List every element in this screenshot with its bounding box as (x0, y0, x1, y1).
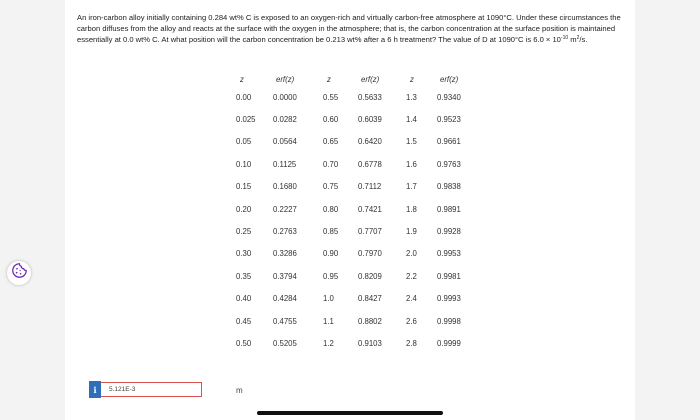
erf-value-cell: 0.5205 (273, 338, 297, 348)
erf-table-header: erf(z) (361, 74, 380, 84)
erf-value-cell: 0.4284 (273, 294, 297, 304)
table-row (236, 310, 480, 332)
erf-value-cell: 0.9103 (358, 338, 382, 348)
erf-value-cell: 0.8209 (358, 271, 382, 281)
z-value-cell: 0.30 (236, 249, 252, 259)
table-row (236, 332, 480, 354)
erf-value-cell: 0.9523 (437, 115, 461, 125)
erf-value-cell: 0.9340 (437, 92, 461, 102)
question-unit-exponent: 2 (576, 35, 580, 41)
erf-value-cell: 0.7707 (358, 227, 382, 237)
z-value-cell: 0.65 (323, 137, 339, 147)
z-value-cell: 0.55 (323, 92, 339, 102)
z-value-cell: 2.6 (406, 316, 417, 326)
z-value-cell: 0.95 (323, 271, 339, 281)
info-label: i (93, 384, 97, 395)
question-exponent: -10 (560, 35, 569, 41)
erf-value-cell: 0.6039 (358, 115, 382, 125)
erf-value-cell: 0.4755 (273, 316, 297, 326)
erf-value-cell: 0.8427 (358, 294, 382, 304)
home-indicator (257, 411, 443, 415)
erf-value-cell: 0.9763 (437, 159, 461, 169)
erf-value-cell: 0.6778 (358, 159, 382, 169)
erf-value-cell: 0.3794 (273, 271, 297, 281)
erf-table-header: z (410, 74, 414, 84)
table-row (236, 176, 480, 198)
erf-value-cell: 0.2763 (273, 227, 297, 237)
erf-value-cell: 0.9838 (437, 182, 461, 192)
z-value-cell: 0.05 (236, 137, 252, 147)
z-value-cell: 1.1 (323, 316, 334, 326)
z-value-cell: 1.9 (406, 227, 417, 237)
answer-input[interactable] (101, 382, 202, 397)
erf-value-cell: 0.1680 (273, 182, 297, 192)
z-value-cell: 0.40 (236, 294, 252, 304)
question-page (65, 0, 635, 420)
question-text-part3: /s. (579, 35, 588, 44)
z-value-cell: 0.025 (236, 115, 256, 125)
z-value-cell: 0.90 (323, 249, 339, 259)
erf-table (236, 72, 480, 355)
table-row (236, 288, 480, 310)
z-value-cell: 1.8 (406, 204, 417, 214)
erf-value-cell: 0.9981 (437, 271, 461, 281)
erf-value-cell: 0.3286 (273, 249, 297, 259)
z-value-cell: 1.2 (323, 338, 334, 348)
z-value-cell: 0.10 (236, 159, 252, 169)
erf-value-cell: 0.8802 (358, 316, 382, 326)
erf-value-cell: 0.7421 (358, 204, 382, 214)
erf-value-cell: 0.0000 (273, 92, 297, 102)
erf-table-body (236, 86, 480, 355)
erf-value-cell: 0.7970 (358, 249, 382, 259)
erf-table-header: z (327, 74, 331, 84)
erf-value-cell: 0.0564 (273, 137, 297, 147)
cookie-settings-button[interactable] (7, 261, 31, 285)
z-value-cell: 0.25 (236, 227, 252, 237)
erf-value-cell: 0.9998 (437, 316, 461, 326)
z-value-cell: 1.5 (406, 137, 417, 147)
erf-table-header: erf(z) (440, 74, 459, 84)
z-value-cell: 2.0 (406, 249, 417, 259)
table-row (236, 86, 480, 108)
z-value-cell: 2.4 (406, 294, 417, 304)
erf-value-cell: 0.9891 (437, 204, 461, 214)
table-row (236, 265, 480, 287)
z-value-cell: 0.20 (236, 204, 252, 214)
z-value-cell: 2.8 (406, 338, 417, 348)
table-row (236, 153, 480, 175)
info-icon[interactable] (89, 381, 101, 398)
erf-table-header: erf(z) (276, 74, 295, 84)
z-value-cell: 0.45 (236, 316, 252, 326)
table-row (236, 198, 480, 220)
erf-value-cell: 0.2227 (273, 204, 297, 214)
erf-value-cell: 0.9999 (437, 338, 461, 348)
erf-value-cell: 0.6420 (358, 137, 382, 147)
table-row (236, 108, 480, 130)
question-text-part2: m (568, 35, 577, 44)
erf-value-cell: 0.1125 (273, 159, 297, 169)
z-value-cell: 1.7 (406, 182, 417, 192)
answer-unit: m (236, 386, 243, 395)
z-value-cell: 0.15 (236, 182, 252, 192)
z-value-cell: 1.0 (323, 294, 334, 304)
erf-table-header-row (236, 72, 480, 86)
erf-value-cell: 0.0282 (273, 115, 297, 125)
erf-value-cell: 0.9993 (437, 294, 461, 304)
erf-table-header: z (240, 74, 244, 84)
erf-value-cell: 0.9928 (437, 227, 461, 237)
z-value-cell: 0.80 (323, 204, 339, 214)
table-row (236, 131, 480, 153)
z-value-cell: 1.3 (406, 92, 417, 102)
question-text-part1: An iron-carbon alloy initially containing 0.284 wt% C is exposed to an oxygen-rich and virtually carbon-free atmosphere at 1090°C. Under these circumstances the carbon diffuses from the alloy and reacts at the surface with the oxygen in the atmosphere; that is, the carbon concentration at the surface position is maintained essentially at 0.0 wt% C. At what position will the carbon concentration be 0.213 wt% after a 6 h treatment? The value of D at 1090°C is 6.0 × 10 (77, 13, 621, 44)
z-value-cell: 0.35 (236, 271, 252, 281)
question-text (77, 12, 625, 45)
cookie-icon (11, 262, 28, 284)
z-value-cell: 0.60 (323, 115, 339, 125)
z-value-cell: 0.75 (323, 182, 339, 192)
z-value-cell: 0.85 (323, 227, 339, 237)
z-value-cell: 1.6 (406, 159, 417, 169)
z-value-cell: 1.4 (406, 115, 417, 125)
answer-row (89, 381, 243, 398)
erf-value-cell: 0.7112 (358, 182, 382, 192)
z-value-cell: 2.2 (406, 271, 417, 281)
z-value-cell: 0.50 (236, 338, 252, 348)
z-value-cell: 0.70 (323, 159, 339, 169)
table-row (236, 220, 480, 242)
z-value-cell: 0.00 (236, 92, 252, 102)
erf-value-cell: 0.5633 (358, 92, 382, 102)
erf-value-cell: 0.9953 (437, 249, 461, 259)
erf-value-cell: 0.9661 (437, 137, 461, 147)
table-row (236, 243, 480, 265)
